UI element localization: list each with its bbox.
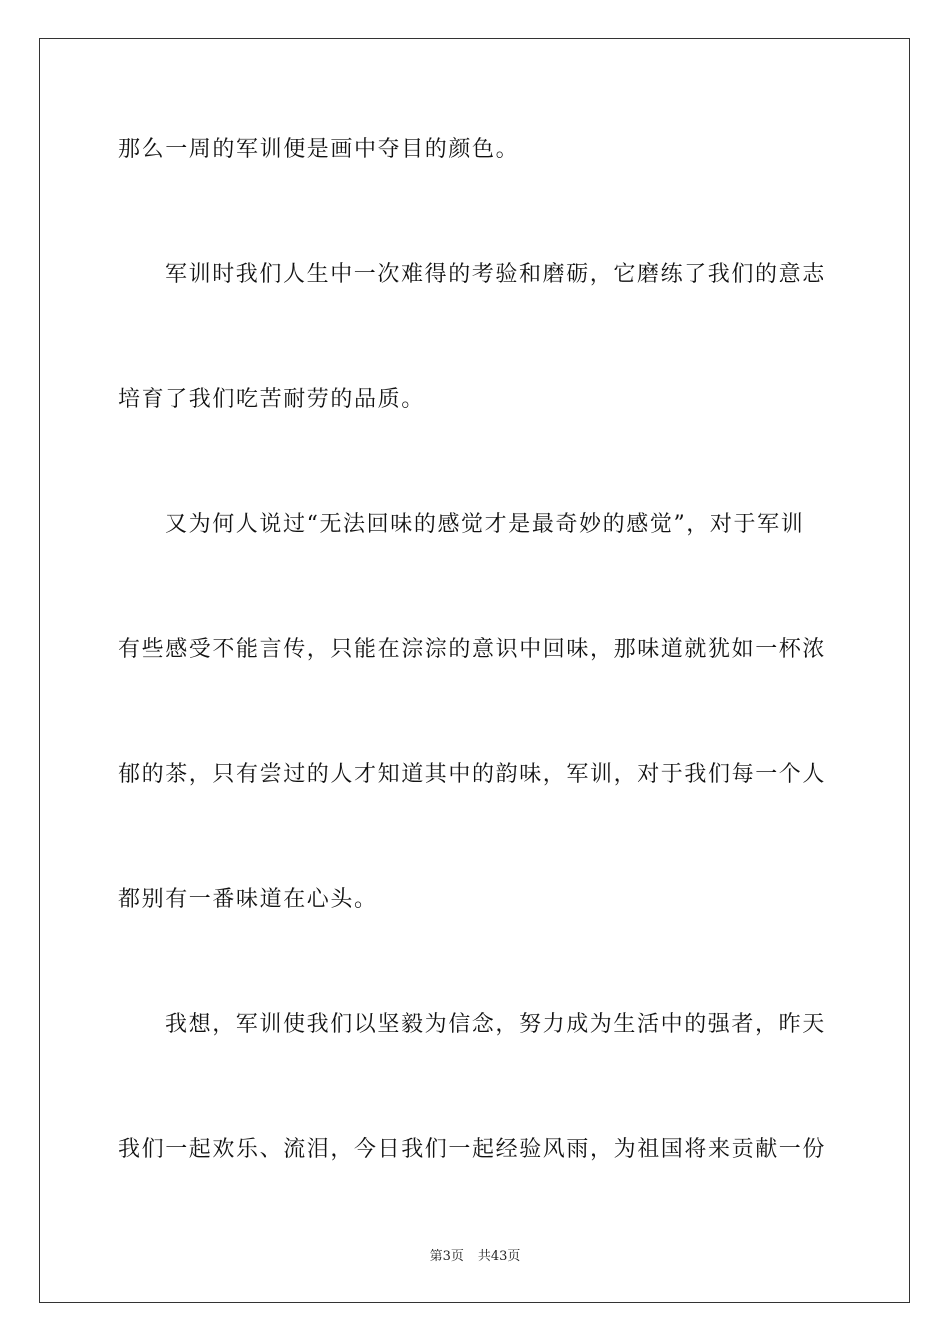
body-line-6: 郁的茶，只有尝过的人才知道其中的韵味，军训，对于我们每一个人 — [118, 762, 827, 787]
page-number: 第3页 — [429, 1249, 464, 1264]
page-frame — [39, 38, 910, 1303]
total-pages: 共43页 — [477, 1249, 521, 1264]
page-footer — [0, 1248, 950, 1266]
body-line-5: 有些感受不能言传，只能在淙淙的意识中回味，那味道就犹如一杯浓 — [118, 637, 827, 662]
body-line-4: 又为何人说过“无法回味的感觉才是最奇妙的感觉”，对于军训 — [165, 512, 805, 537]
body-line-9: 我们一起欢乐、流泪，今日我们一起经验风雨，为祖国将来贡献一份 — [118, 1137, 827, 1162]
body-line-3: 培育了我们吃苦耐劳的品质。 — [118, 387, 425, 412]
body-line-8: 我想，军训使我们以坚毅为信念，努力成为生活中的强者，昨天 — [165, 1012, 826, 1037]
body-line-2: 军训时我们人生中一次难得的考验和磨砺，它磨练了我们的意志 — [165, 262, 826, 287]
body-line-7: 都别有一番味道在心头。 — [118, 887, 378, 912]
body-line-1: 那么一周的军训便是画中夺目的颜色。 — [118, 137, 520, 162]
